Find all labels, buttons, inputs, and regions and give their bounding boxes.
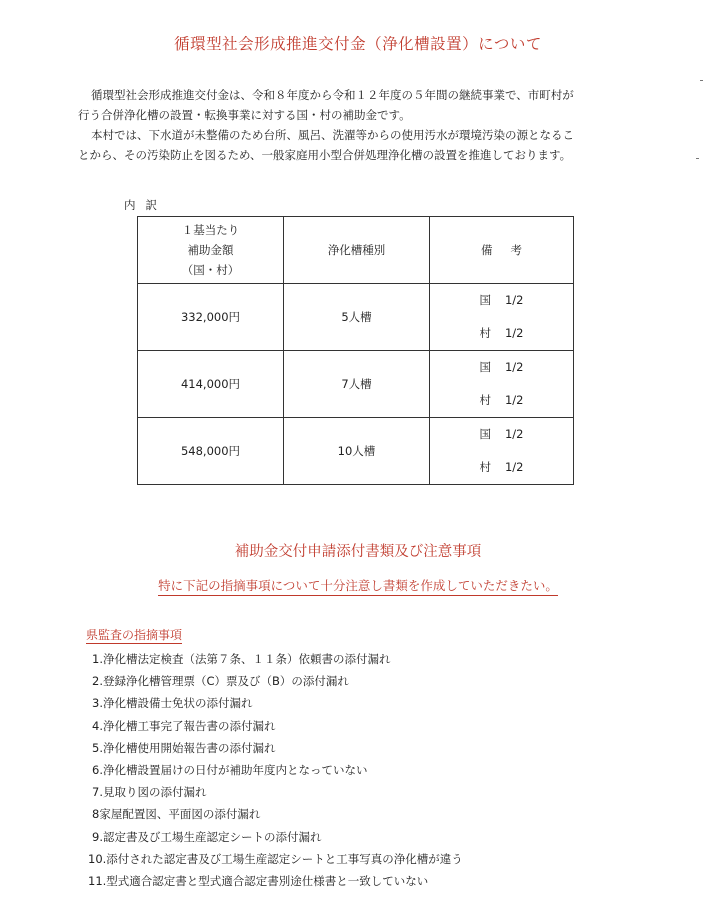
share-who: 国 bbox=[479, 427, 491, 441]
scan-speck bbox=[696, 158, 699, 159]
amount-cell: 332,000円 bbox=[138, 284, 284, 351]
scan-speck bbox=[700, 80, 703, 81]
list-item: 3.浄化槽設備士免状の添付漏れ bbox=[92, 696, 253, 711]
intro-line: とから、その汚染防止を図るため、一般家庭用小型合併処理浄化槽の設置を推進しております。 bbox=[78, 148, 572, 162]
share-ratio: 1/2 bbox=[504, 360, 524, 374]
share-ratio: 1/2 bbox=[504, 393, 524, 407]
intro-text bbox=[78, 85, 668, 165]
share-ratio: 1/2 bbox=[504, 293, 524, 307]
page-title: 循環型社会形成推進交付金（浄化槽設置）について bbox=[174, 35, 542, 53]
table-row bbox=[138, 418, 574, 485]
list-item: 1.浄化槽法定検査（法第７条、１１条）依頼書の添付漏れ bbox=[92, 652, 391, 666]
list-item: 6.浄化槽設置届けの日付が補助年度内となっていない bbox=[92, 762, 368, 777]
audit-list bbox=[88, 648, 463, 892]
audit-heading: 県監査の指摘事項 bbox=[86, 628, 183, 642]
table-header-row bbox=[138, 217, 574, 284]
header-remarks-text: 備考 bbox=[481, 243, 540, 257]
amount-cell: 548,000円 bbox=[138, 418, 284, 485]
amount-cell: 414,000円 bbox=[138, 351, 284, 418]
share-line bbox=[430, 284, 573, 317]
share-ratio: 1/2 bbox=[504, 460, 524, 474]
remarks-cell bbox=[430, 418, 574, 485]
subsidy-table bbox=[137, 216, 574, 485]
header-type: 浄化槽種別 bbox=[284, 217, 430, 284]
share-line bbox=[430, 384, 573, 417]
share-ratio: 1/2 bbox=[504, 427, 524, 441]
type-cell: 10人槽 bbox=[284, 418, 430, 485]
list-item: 4.浄化槽工事完了報告書の添付漏れ bbox=[92, 718, 276, 733]
share-line bbox=[430, 451, 573, 484]
header-amount-line: １基当たり bbox=[181, 223, 240, 237]
header-remarks bbox=[430, 217, 574, 284]
header-amount-line: 補助金額 bbox=[187, 243, 234, 257]
list-item: 7.見取り図の添付漏れ bbox=[92, 785, 207, 800]
share-who: 国 bbox=[479, 360, 491, 374]
remarks-cell bbox=[430, 284, 574, 351]
header-amount bbox=[138, 217, 284, 284]
table-row bbox=[138, 351, 574, 418]
remarks-cell bbox=[430, 351, 574, 418]
section-title: 補助金交付申請添付書類及び注意事項 bbox=[234, 544, 482, 560]
list-item: 8家屋配置図、平面図の添付漏れ bbox=[92, 807, 261, 822]
share-who: 国 bbox=[479, 293, 491, 307]
type-cell: 7人槽 bbox=[284, 351, 430, 418]
notice-underlined: 特に下記の指摘事項について十分注意し書類を作成していただきたい。 bbox=[158, 578, 558, 596]
type-cell: 5人槽 bbox=[284, 284, 430, 351]
list-item: 9.認定書及び工場生産認定シートの添付漏れ bbox=[92, 829, 322, 844]
breakdown-label: 内訳 bbox=[124, 198, 167, 212]
share-line bbox=[430, 418, 573, 451]
share-who: 村 bbox=[479, 326, 491, 340]
intro-line: 行う合併浄化槽の設置・転換事業に対する国・村の補助金です。 bbox=[78, 108, 411, 122]
list-item: 11.型式適合認定書と型式適合認定書別途仕様書と一致していない bbox=[88, 873, 429, 888]
list-item: 10.添付された認定書及び工場生産認定シートと工事写真の浄化槽が違う bbox=[88, 851, 463, 866]
intro-line: 本村では、下水道が未整備のため台所、風呂、洗濯等からの使用汚水が環境汚染の源となるこ bbox=[91, 128, 574, 142]
header-amount-line: （国・村） bbox=[181, 263, 240, 277]
share-line bbox=[430, 317, 573, 350]
share-who: 村 bbox=[479, 393, 491, 407]
intro-line: 循環型社会形成推進交付金は、令和８年度から令和１２年度の５年間の継続事業で、市町村が bbox=[91, 88, 574, 102]
share-who: 村 bbox=[479, 460, 491, 474]
list-item: 5.浄化槽使用開始報告書の添付漏れ bbox=[92, 740, 276, 755]
notice-text bbox=[0, 576, 716, 594]
list-item: 2.登録浄化槽管理票（C）票及び（B）の添付漏れ bbox=[92, 674, 349, 689]
share-line bbox=[430, 351, 573, 384]
table-row bbox=[138, 284, 574, 351]
share-ratio: 1/2 bbox=[504, 326, 524, 340]
